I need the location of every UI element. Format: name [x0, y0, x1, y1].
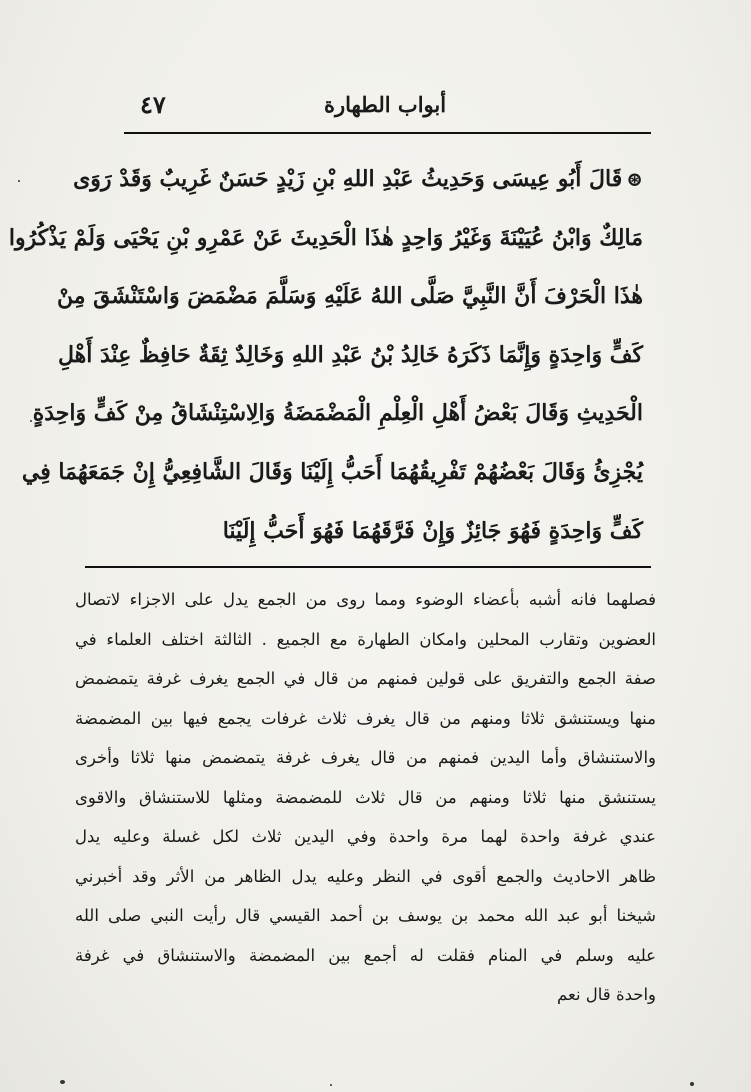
commentary-line: والاستنشاق وأما اليدين فمنهم من قال يغرف غرفة يتمضمض منها ثلاثا وأخرى	[75, 748, 656, 767]
main-text-line: مَالِكٌ وَابْنُ عُيَيْنَةَ وَغَيْرُ وَاحِدٍ هٰذَا الْحَدِيثَ عَنْ عَمْرِو بْنِ يَحْيَى وَلَمْ يَذْكُرُوا	[8, 224, 643, 251]
main-text-block	[8, 150, 643, 560]
section-divider	[85, 566, 651, 568]
header-rule	[124, 132, 651, 134]
commentary-line: عندي غرفة واحدة لهما مرة واحدة وفي اليدين ثلاث لكل غسلة وعليه يدل	[75, 827, 656, 846]
page-number: ٤٧	[140, 90, 166, 119]
main-text-line	[73, 150, 643, 209]
scan-speck	[60, 1080, 65, 1084]
main-text-line: كَفٍّ وَاحِدَةٍ وَإِنَّمَا ذَكَرَهُ خَالِدُ بْنُ عَبْدِ اللهِ وَخَالِدٌ ثِقَةٌ حَافِظٌ عِنْدَ أَهْلِ	[57, 341, 643, 368]
commentary-line: عليه وسلم في المنام فقلت له أجمع بين المضمضة والاستنشاق في غرفة	[75, 945, 656, 965]
scan-speck	[330, 1084, 332, 1086]
main-text-line: يُجْزِئُ وَقَالَ بَعْضُهُمْ تَفْرِيقُهُمَا أَحَبُّ إِلَيْنَا وَقَالَ الشَّافِعِيُّ إِنْ جَمَعَهُمَا فِي	[21, 458, 643, 485]
main-text-line: الْحَدِيثِ وَقَالَ بَعْضُ أَهْلِ الْعِلْمِ الْمَضْمَضَةُ وَالِاسْتِنْشَاقُ مِنْ كَفٍّ وَاحِدَةٍ	[32, 400, 643, 427]
scan-speck	[30, 420, 32, 422]
commentary-line: فصلهما فانه أشبه بأعضاء الوضوء ومما روى من الجمع يدل على الاجزاء لاتصال	[75, 590, 656, 609]
commentary-line: منها ويستنشق ثلاثا ومنهم من قال يغرف ثلاث غرفات يجمع فيها بين المضمضة	[75, 708, 656, 728]
commentary-line: واحدة قال نعم	[557, 985, 656, 1004]
commentary-line: شيخنا أبو عبد الله محمد بن يوسف بن أحمد القيسي قال رأيت النبي صلى الله	[75, 906, 656, 925]
main-text-line: كَفٍّ وَاحِدَةٍ فَهُوَ جَائِزٌ وَإِنْ فَرَّقَهُمَا فَهُوَ أَحَبُّ إِلَيْنَا	[222, 517, 643, 544]
scan-speck	[18, 180, 20, 182]
running-title: أبواب الطهارة	[323, 92, 447, 117]
commentary-line: العضوين وتقارب المحلين وامكان الطهارة مع الجميع . الثالثة اختلف العلماء في	[75, 629, 656, 649]
main-text-line-content: قَالَ أَبُو عِيسَى وَحَدِيثُ عَبْدِ اللهِ بْنِ زَيْدٍ حَسَنٌ غَرِيبٌ وَقَدْ رَوَى	[73, 166, 623, 192]
main-text-line: هٰذَا الْحَرْفَ أَنَّ النَّبِيَّ صَلَّى اللهُ عَلَيْهِ وَسَلَّمَ مَضْمَضَ وَاسْتَنْشَقَ مِنْ	[56, 283, 643, 310]
commentary-line: ظاهر الاحاديث والجمع أقوى في النظر وعليه يدل الظاهر من الأثر وقد أخبرني	[75, 866, 656, 886]
star-marker-icon: ⊛	[626, 167, 643, 191]
commentary-block	[75, 580, 656, 1015]
commentary-line: يستنشق منها ثلاثا ومنهم من قال ثلاث للمضمضة ومثلها للاستنشاق والاقوى	[75, 787, 656, 807]
scan-speck	[690, 1082, 694, 1086]
commentary-line: صفة الجمع والتفريق على قولين فمنهم من قال في الجمع يغرف غرفة يتمضمض	[75, 669, 656, 688]
